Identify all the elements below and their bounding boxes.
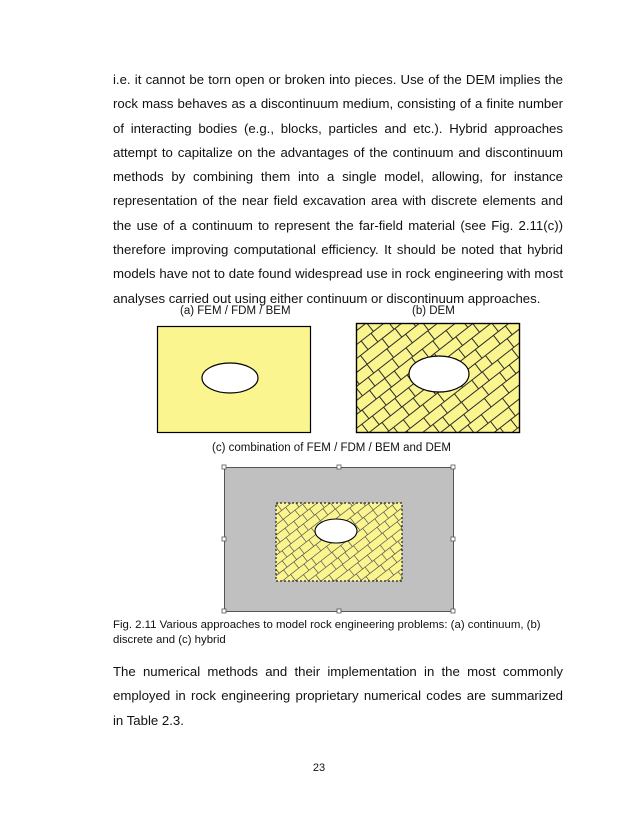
figure-label-c: (c) combination of FEM / FDM / BEM and DEM <box>212 442 452 454</box>
figure-panel-continuum <box>157 326 311 433</box>
figure-label-b: (b) DEM <box>412 305 455 317</box>
figure-panel-hybrid <box>224 467 454 612</box>
body-paragraph-2: The numerical methods and their implementation in the most commonly employed in rock engineering proprietary numerical codes are summarized in Table 2.3. <box>113 664 563 728</box>
body-paragraph-1: i.e. it cannot be torn open or broken into pieces. Use of the DEM implies the rock mass behaves as a discontinuum medium, consisting of a finite number of interacting bodies (e.g., blocks, particles and etc.). Hybrid approaches attempt to capitalize on the advantages of the continuum and discontinuum methods by combining them into a single model, allowing, for instance representation of the near field excavation area with discrete elements and the use of a continuum to represent the far-field material (see Fig. 2.11(c)) therefore improving computational efficiency. It should be noted that hybrid models have not to date found widespread use in rock engineering with most analyses carried out using either continuum or discontinuum approaches. <box>113 72 563 306</box>
page-number: 23 <box>312 762 326 774</box>
excavation-opening <box>202 363 258 393</box>
figure-caption: Fig. 2.11 Various approaches to model rock engineering problems: (a) continuum, (b) discrete and (c) hybrid <box>113 619 541 646</box>
excavation-opening <box>409 356 469 392</box>
figure-label-a: (a) FEM / FDM / BEM <box>180 305 291 317</box>
figure-panel-dem <box>356 323 520 433</box>
excavation-opening <box>315 519 357 543</box>
